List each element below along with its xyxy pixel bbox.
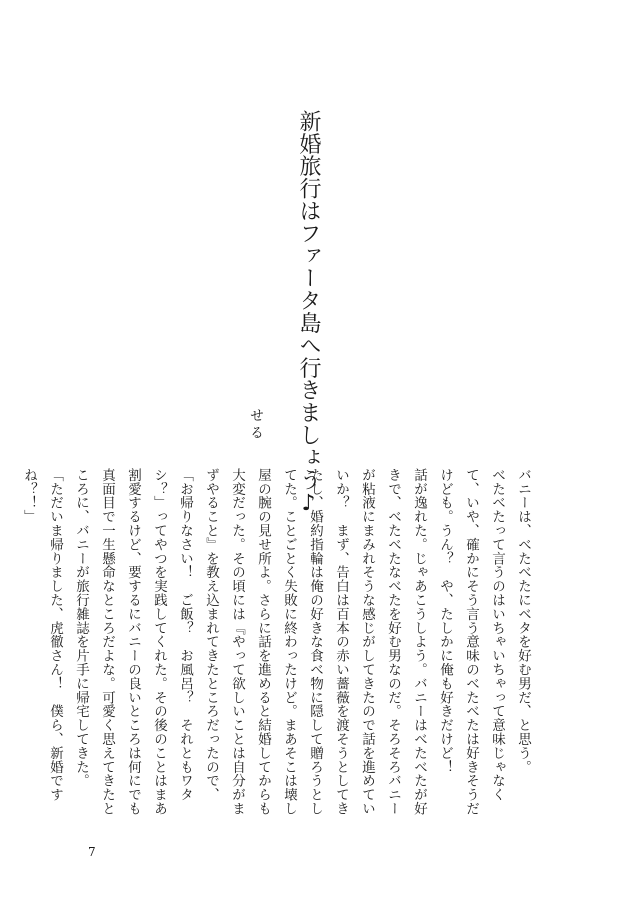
author-name: せる — [248, 408, 264, 442]
body-paragraph: 話が逸れた。じゃあこうしよう。バニーはべたべたが好きで、べたべたなべたを好む男なのだ。そろそろバニーが粘液にまみれそうな感じがしてきたので話を進めていいか？ まず、告白は百本の赤い薔薇を渡そうとしてきたし、婚約指輪は俺の好きな食べ物に隠して贈ろうとしてた。ことごとく失敗に終わったけど。まあそこは壊し屋の腕の見せ所よ。さらに話を進めると結婚してからも大変だった。その頃には『やって欲しいことは自分がまずやること』を教え込まれてきたところだったので、「お帰りなさい！ ご飯？ お風呂？ それともワタシ？」ってやつを実践してくれた。その後のことはまあ割愛するけど、要するにバニーの良いところは何にでも真面目で一生懸命なところだよな。可愛く思えてきたところに、バニーが旅行雑誌を片手に帰宅してきた。 — [73, 468, 427, 816]
body-paragraph: バニーは、べたべたにベタを好む男だ、と思う。 — [515, 468, 531, 774]
story-body — [21, 468, 536, 820]
body-paragraph: べたべたって言うのはいちゃいちゃって意味じゃなくて、いや、確かにそう言う意味のべたべたは好きそうだけども。うん？ や、たしかに俺も好きだけど！ — [437, 468, 505, 816]
page-number: 7 — [88, 845, 96, 859]
body-paragraph: 「ただいま帰りました、虎徹さん！ 僕ら、新婚ですね？！」 — [21, 468, 63, 802]
story-title: 新婚旅行はファータ島へ行きましょう♪ — [296, 110, 321, 517]
